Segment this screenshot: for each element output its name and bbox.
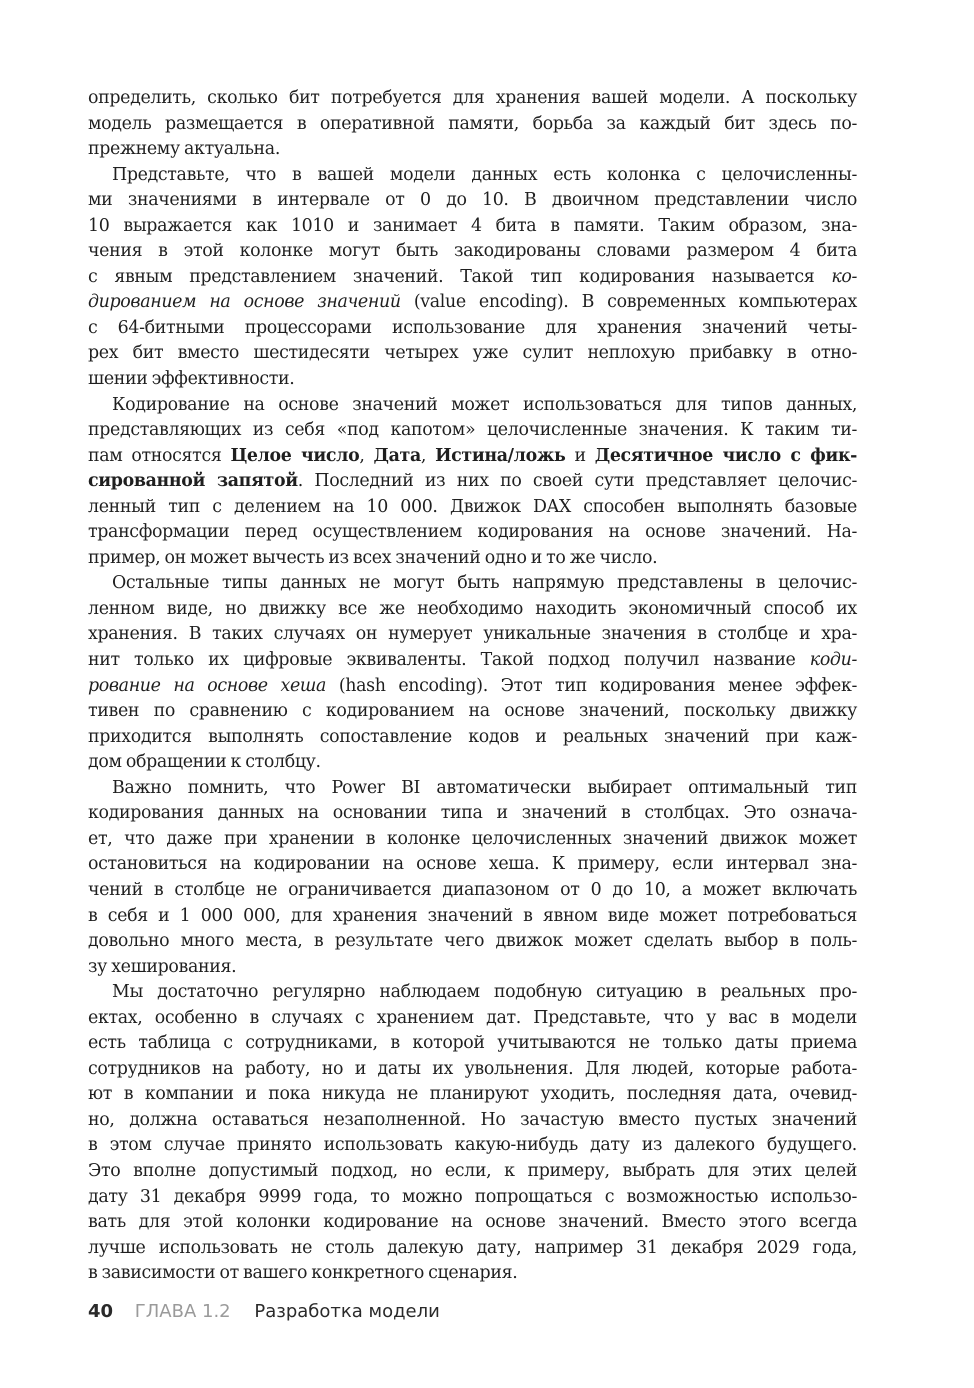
text-line (88, 648, 857, 674)
text-line (88, 137, 857, 163)
text-run: с 64-битными процессорами использование для хранения значений четы- (88, 317, 857, 338)
text-line (88, 597, 857, 623)
text-line (88, 1133, 857, 1159)
text-line (88, 878, 857, 904)
text-line (88, 1236, 857, 1262)
text-run: чений в столбце не ограничивается диапазоном от 0 до 10, а может включать (88, 879, 857, 900)
text-run: дату 31 декабря 9999 года, то можно попрощаться с возможностью использо- (88, 1186, 857, 1207)
page-body (88, 86, 857, 1287)
text-run: , (359, 445, 374, 466)
text-line (88, 214, 857, 240)
text-run: модель размещается в оперативной памяти, борьба за каждый бит здесь по- (88, 113, 857, 134)
text-run: 10 выражается как 1010 и занимает 4 бита в памяти. Таким образом, зна- (88, 215, 857, 236)
text-run: Важно помнить, что Power BI автоматически выбирает оптимальный тип (112, 777, 857, 798)
text-run: пам относятся (88, 445, 231, 466)
text-line (88, 955, 857, 981)
text-line (88, 290, 857, 316)
text-line (88, 367, 857, 393)
text-line (88, 929, 857, 955)
text-run: , (420, 445, 436, 466)
text-run: Мы достаточно регулярно наблюдаем подобную ситуацию в реальных про- (112, 982, 857, 1003)
italic-term: коди- (809, 650, 857, 671)
text-line (88, 546, 857, 572)
text-line (88, 776, 857, 802)
bold-term: Дата (373, 445, 421, 466)
text-line (88, 265, 857, 291)
text-run: шении эффективности. (88, 369, 295, 390)
italic-term: дированием на основе значений (88, 292, 401, 313)
text-line (88, 827, 857, 853)
text-line (88, 393, 857, 419)
bold-term: Целое число (230, 445, 360, 466)
text-run: (value encoding). В современных компьютерах (400, 292, 857, 313)
text-line (88, 622, 857, 648)
text-run: дом обращении к столбцу. (88, 752, 321, 773)
text-run: прежнему актуальна. (88, 139, 280, 160)
text-run: с явным представлением значений. Такой тип кодирования называется (88, 266, 832, 287)
text-run: Это вполне допустимый подход, но если, к примеру, выбрать для этих целей (88, 1160, 857, 1181)
text-run: Кодирование на основе значений может использоваться для типов данных, (112, 394, 857, 415)
text-line (88, 750, 857, 776)
text-line (88, 571, 857, 597)
text-line (88, 801, 857, 827)
text-line (88, 1057, 857, 1083)
text-run: ектах, особенно в случаях с хранением дат. Представьте, что у вас в модели (88, 1007, 857, 1028)
bold-term: сированной запятой (88, 471, 298, 492)
text-run: Остальные типы данных не могут быть напрямую представлены в целочис- (112, 573, 857, 594)
text-line (88, 852, 857, 878)
text-run: в себя и 1 000 000, для хранения значений в явном виде может потребоваться (88, 905, 857, 926)
paragraph (88, 86, 857, 163)
text-run: ет, что даже при хранении в колонке целочисленных значений движок может (88, 828, 857, 849)
text-line (88, 469, 857, 495)
text-run: остановиться на кодировании на основе хеша. К примеру, если интервал зна- (88, 854, 857, 875)
text-run: вать для этой колонки кодирование на основе значений. Вместо этого всегда (88, 1212, 857, 1233)
text-line (88, 341, 857, 367)
chapter-title: Разработка модели (254, 1301, 440, 1322)
text-line (88, 239, 857, 265)
text-run: приходится выполнять сопоставление кодов и реальных значений при каж- (88, 726, 857, 747)
text-line (88, 1210, 857, 1236)
text-line (88, 1159, 857, 1185)
text-run: чения в этой колонке могут быть закодированы словами размером 4 бита (88, 241, 857, 262)
text-line (88, 418, 857, 444)
text-run: хранения. В таких случаях он нумерует уникальные значения в столбце и хра- (88, 624, 857, 645)
text-line (88, 1108, 857, 1134)
text-run: лучше использовать не столь далекую дату, например 31 декабря 2029 года, (88, 1237, 857, 1258)
text-run: кодирования данных на основании типа и значений в столбцах. Это означа- (88, 803, 857, 824)
bold-term: Истина/ложь (435, 445, 566, 466)
text-line (88, 112, 857, 138)
text-run: ют в компании и пока никуда не планируют уходить, последняя дата, очевид- (88, 1084, 857, 1105)
text-line (88, 674, 857, 700)
text-run: нит только их цифровые эквиваленты. Такой подход получил название (88, 650, 810, 671)
text-line (88, 1031, 857, 1057)
paragraph (88, 163, 857, 393)
text-line (88, 725, 857, 751)
text-line (88, 316, 857, 342)
text-run: но, должна оставаться незаполненной. Но зачастую вместо пустых значений (88, 1109, 857, 1130)
paragraph (88, 980, 857, 1287)
text-line (88, 1006, 857, 1032)
text-run: представляющих из себя «под капотом» целочисленные значения. К таким ти- (88, 420, 857, 441)
paragraph (88, 571, 857, 775)
page-footer (88, 1300, 440, 1324)
text-line (88, 699, 857, 725)
text-run: трансформации перед осуществлением кодирования на основе значений. На- (88, 522, 857, 543)
text-run: рех бит вместо шестидесяти четырех уже сулит неплохую прибавку в отно- (88, 343, 857, 364)
text-line (88, 495, 857, 521)
bold-term: Десятичное число с фик- (594, 445, 858, 466)
text-run: (hash encoding). Этот тип кодирования менее эффек- (326, 675, 857, 696)
text-run: довольно много места, в результате чего движок может сделать выбор в поль- (88, 931, 857, 952)
text-line (88, 520, 857, 546)
text-run: пример, он может вычесть из всех значений одно и то же число. (88, 547, 658, 568)
text-line (88, 980, 857, 1006)
text-line (88, 1261, 857, 1287)
text-line (88, 904, 857, 930)
text-run: в этом случае принято использовать какую-нибудь дату из далекого будущего. (88, 1135, 857, 1156)
text-line (88, 188, 857, 214)
text-run: Представьте, что в вашей модели данных есть колонка с целочисленны- (112, 164, 857, 185)
text-run: есть таблица с сотрудниками, в которой учитываются не только даты приема (88, 1033, 857, 1054)
page-number: 40 (88, 1301, 114, 1322)
text-run: сотрудников на работу, но и даты их увольнения. Для людей, которые работа- (88, 1058, 857, 1079)
text-run: ленный тип с делением на 10 000. Движок DAX способен выполнять базовые (88, 496, 857, 517)
italic-term: рование на основе хеша (88, 675, 327, 696)
text-run: в зависимости от вашего конкретного сценария. (88, 1263, 518, 1284)
text-run: зу хеширования. (88, 956, 237, 977)
text-run: . Последний из них по своей сути представляет целочис- (297, 471, 857, 492)
paragraph (88, 776, 857, 980)
text-run: и (565, 445, 595, 466)
text-line (88, 86, 857, 112)
text-line (88, 163, 857, 189)
text-run: ленном виде, но движку все же необходимо находить экономичный способ их (88, 598, 857, 619)
chapter-label: ГЛАВА 1.2 (134, 1301, 231, 1322)
text-line (88, 444, 857, 470)
text-run: определить, сколько бит потребуется для хранения вашей модели. А поскольку (88, 88, 857, 108)
text-line (88, 1082, 857, 1108)
text-run: ми значениями в интервале от 0 до 10. В двоичном представлении число (88, 190, 857, 211)
paragraph (88, 393, 857, 572)
italic-term: ко- (831, 266, 857, 287)
text-line (88, 1185, 857, 1211)
text-run: тивен по сравнению с кодированием на основе значений, поскольку движку (88, 701, 857, 722)
